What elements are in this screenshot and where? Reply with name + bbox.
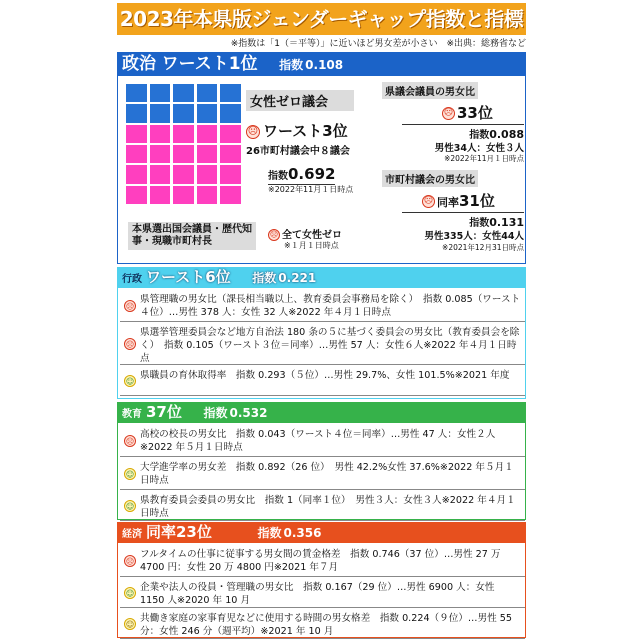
assembly-building-icon [126, 104, 147, 122]
sad-face-icon: ☹ [125, 556, 135, 566]
list-item [120, 491, 525, 521]
assembly-building-icon [150, 145, 171, 163]
assembly-grid [126, 84, 241, 204]
assembly-building-icon [173, 84, 194, 102]
education-rank: 37位 [146, 403, 182, 421]
smile-face-icon: ☺ [125, 469, 135, 479]
administration-index-label: 指数 [252, 271, 277, 285]
muni-assembly-count: 男性335人：女性44人 [424, 231, 524, 242]
education-list [117, 422, 526, 520]
muni-assembly-label: 市町村議会の男女比 [382, 170, 478, 187]
assembly-building-icon [173, 145, 194, 163]
assembly-building-icon [197, 145, 218, 163]
list-item [120, 545, 525, 577]
economy-index-label: 指数 [257, 526, 282, 540]
assembly-building-icon [126, 125, 147, 143]
administration-rank: ワースト6位 [146, 268, 231, 286]
assembly-building-icon [197, 165, 218, 183]
politics-label: 政治 [122, 54, 156, 74]
list-item-text: 企業や法人の役員・管理職の男女比 指数 0.167（29 位）…男性 6900 人：女性 1150 人※2020 年 10 月 [140, 582, 495, 606]
sad-face-icon: ☹ [443, 108, 454, 118]
assembly-building-icon [197, 84, 218, 102]
divider [402, 124, 524, 125]
smile-face-icon: ☺ [125, 501, 135, 511]
sad-face-icon: ☹ [125, 339, 135, 349]
education-label: 教育 [122, 409, 142, 420]
list-item [120, 578, 525, 608]
list-item [120, 458, 525, 490]
assembly-building-icon [220, 186, 241, 204]
list-item-text: 高校の校長の男女比 指数 0.043（ワースト４位＝同率）…男性 47 人：女性２人※2022 年５月１日時点 [140, 429, 496, 453]
zero-women-date: ※2022年11月１日時点 [268, 185, 354, 194]
smile-face-icon: ☺ [125, 619, 135, 629]
assembly-building-icon [173, 104, 194, 122]
muni-assembly-date: ※2021年12月31日時点 [442, 243, 524, 252]
officials-date: ※１月１日時点 [284, 241, 339, 250]
muni-assembly-rank: ☹ 同率31位 [423, 192, 495, 210]
education-index-label: 指数 [203, 406, 228, 420]
education-index-value: 0.532 [229, 406, 268, 420]
pref-assembly-count: 男性34人：女性３人 [434, 143, 524, 154]
list-item [120, 425, 525, 457]
assembly-building-icon [126, 186, 147, 204]
smile-face-icon: ☺ [125, 588, 135, 598]
assembly-building-icon [150, 104, 171, 122]
economy-rank: 同率23位 [146, 523, 212, 541]
sad-face-icon: ☹ [423, 196, 434, 206]
assembly-building-icon [220, 145, 241, 163]
officials-value: ☹ 全て女性ゼロ [269, 230, 342, 241]
list-item [120, 323, 525, 365]
assembly-building-icon [150, 125, 171, 143]
administration-label: 行政 [122, 274, 142, 285]
economy-index-value: 0.356 [283, 526, 322, 540]
pref-assembly-label: 県議会議員の男女比 [382, 82, 478, 99]
list-item-text: 共働き家庭の家事育児などに使用する時間の男女格差 指数 0.224（９位）…男性 55 分：女性 246 分（週平均）※2021 年 10 月 [140, 613, 512, 637]
list-item-text: 大学進学率の男女差 指数 0.892（26 位） 男性 42.2%女性 37.6%※2022 年５月１日時点 [140, 462, 514, 486]
list-item [120, 366, 525, 396]
assembly-building-icon [173, 165, 194, 183]
page-title: 2023年本県版ジェンダーギャップ指数と指標 [117, 3, 526, 35]
assembly-building-icon [220, 84, 241, 102]
list-item [120, 609, 525, 639]
sad-face-icon: ☹ [269, 230, 279, 239]
politics-body [117, 76, 526, 264]
zero-women-index: 指数0.692 [268, 165, 336, 183]
index-note: ※指数は「1（＝平等）」に近いほど男女差が小さい ※出典：総務省など [230, 39, 526, 49]
economy-header [117, 522, 526, 542]
assembly-building-icon [197, 125, 218, 143]
assembly-building-icon [220, 125, 241, 143]
assembly-building-icon [126, 84, 147, 102]
administration-header [117, 267, 526, 287]
education-header [117, 402, 526, 422]
zero-women-rank: ☹ ワースト3位 [247, 122, 348, 140]
infographic [117, 0, 526, 640]
zero-women-sub: 26市町村議会中８議会 [246, 146, 350, 157]
list-item-text: 県職員の育休取得率 指数 0.293（５位）…男性 29.7%、女性 101.5%※2021 年度 [140, 370, 510, 381]
assembly-building-icon [173, 186, 194, 204]
sad-face-icon: ☹ [247, 125, 259, 137]
administration-index-value: 0.221 [278, 271, 317, 285]
economy-list [117, 542, 526, 638]
assembly-building-icon [220, 165, 241, 183]
list-item-text: フルタイムの仕事に従事する男女間の賃金格差 指数 0.746（37 位）…男性 27 万 4700 円：女性 20 万 4800 円※2021 年７月 [140, 549, 501, 573]
politics-rank: ワースト1位 [161, 54, 258, 74]
sad-face-icon: ☹ [125, 436, 135, 446]
assembly-building-icon [220, 104, 241, 122]
assembly-building-icon [126, 165, 147, 183]
list-item-text: 県選挙管理委員会など地方自治法 180 条の５に基づく委員会の男女比（教育委員会を除く） 指数 0.105（ワースト３位＝同率）…男性 57 人：女性６人※2022 年４月１日時点 [140, 327, 520, 364]
assembly-building-icon [173, 125, 194, 143]
administration-list [117, 287, 526, 399]
assembly-building-icon [150, 84, 171, 102]
pref-assembly-date: ※2022年11月１日時点 [444, 154, 524, 163]
smile-face-icon: ☺ [125, 376, 135, 386]
assembly-building-icon [150, 165, 171, 183]
list-item-text: 県教育委員会委員の男女比 指数 1（同率１位） 男性３人：女性３人※2022 年４月１日時点 [140, 495, 516, 519]
list-item-text: 県管理職の男女比（課長相当職以上、教育委員会事務局を除く） 指数 0.085（ワースト４位）…男性 378 人：女性 32 人※2022 年４月１日時点 [140, 294, 521, 318]
zero-women-label: 女性ゼロ議会 [246, 90, 354, 111]
divider [402, 212, 524, 213]
list-item [120, 290, 525, 322]
assembly-building-icon [197, 104, 218, 122]
pref-assembly-index: 指数0.088 [469, 128, 524, 141]
politics-index-label: 指数 [279, 58, 304, 72]
politics-header [117, 52, 526, 76]
assembly-building-icon [150, 186, 171, 204]
muni-assembly-index: 指数0.131 [469, 216, 524, 229]
assembly-building-icon [126, 145, 147, 163]
pref-assembly-rank: ☹ 33位 [443, 104, 493, 122]
sad-face-icon: ☹ [125, 301, 135, 311]
assembly-building-icon [197, 186, 218, 204]
politics-index-value: 0.108 [305, 58, 344, 72]
officials-label: 本県選出国会議員・歴代知事・現職市町村長 [128, 222, 256, 250]
economy-label: 経済 [122, 529, 142, 540]
